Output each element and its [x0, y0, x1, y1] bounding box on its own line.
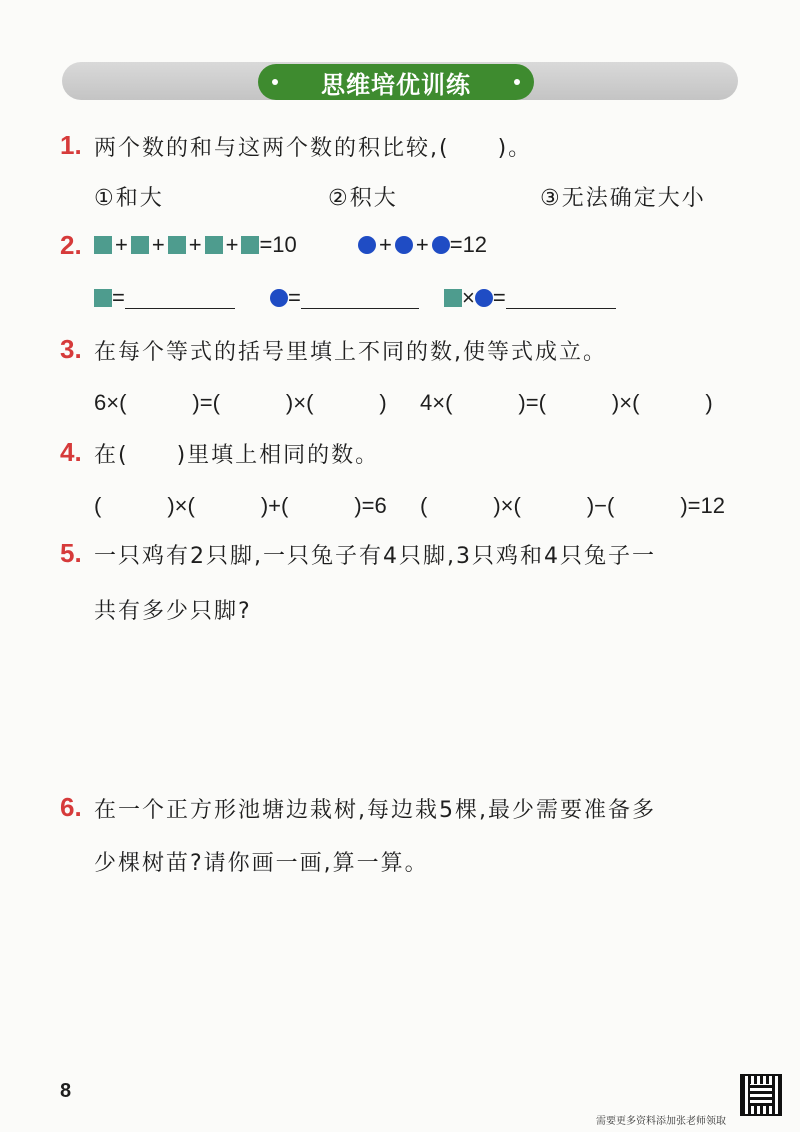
square-icon [94, 289, 112, 307]
question-4-number: 4. [60, 437, 82, 467]
question-2-equation-2: + + =12 [358, 232, 487, 258]
question-5-line-2: 共有多少只脚? [94, 599, 252, 624]
answer-blank[interactable] [301, 286, 419, 309]
question-1-option-3: ③无法确定大小 [540, 186, 706, 211]
circle-icon [358, 236, 376, 254]
square-icon [241, 236, 259, 254]
qr-note: 需要更多资料添加张老师领取 [596, 1116, 726, 1127]
equation-1-result: =10 [259, 232, 297, 257]
section-title-pill [258, 64, 534, 100]
question-1-option-2: ②积大 [328, 186, 398, 211]
answer-blank[interactable] [125, 286, 235, 309]
question-2-equation-1: + + + + =10 [94, 232, 297, 258]
answer-blank[interactable] [506, 286, 616, 309]
question-3-equation-2: 4×( )=( )×( ) [420, 390, 713, 415]
dot-icon [514, 79, 520, 85]
dot-icon [272, 79, 278, 85]
question-3-text: 在每个等式的括号里填上不同的数,使等式成立。 [94, 340, 607, 365]
question-5-number: 5. [60, 538, 82, 568]
question-4-equation-2: ( )×( )−( )=12 [420, 493, 725, 518]
square-icon [94, 236, 112, 254]
circle-icon [395, 236, 413, 254]
circle-icon [432, 236, 450, 254]
question-3-equation-1: 6×( )=( )×( ) [94, 390, 387, 415]
answer-circle: = [270, 285, 419, 311]
square-icon [131, 236, 149, 254]
question-4-equation-1: ( )×( )+( )=6 [94, 493, 387, 518]
section-title: 思维培优训练 [321, 70, 471, 99]
circle-icon [475, 289, 493, 307]
square-icon [444, 289, 462, 307]
question-1-text: 两个数的和与这两个数的积比较,( )。 [94, 136, 533, 161]
qr-code[interactable] [740, 1074, 782, 1116]
question-5-line-1: 一只鸡有2只脚,一只兔子有4只脚,3只鸡和4只兔子一 [94, 544, 656, 569]
question-6-line-2: 少棵树苗?请你画一画,算一算。 [94, 851, 429, 876]
square-icon [168, 236, 186, 254]
square-icon [205, 236, 223, 254]
question-4-text: 在( )里填上相同的数。 [94, 443, 380, 468]
question-6-line-1: 在一个正方形池塘边栽树,每边栽5棵,最少需要准备多 [94, 798, 656, 823]
question-1-number: 1. [60, 130, 82, 160]
question-6-number: 6. [60, 792, 82, 822]
page-number: 8 [60, 1080, 72, 1102]
circle-icon [270, 289, 288, 307]
question-1-option-1: ①和大 [94, 186, 164, 211]
answer-square: = [94, 285, 235, 311]
equation-2-result: =12 [449, 232, 488, 257]
question-2-number: 2. [60, 230, 82, 260]
question-3-number: 3. [60, 334, 82, 364]
answer-product: × = [444, 285, 616, 311]
